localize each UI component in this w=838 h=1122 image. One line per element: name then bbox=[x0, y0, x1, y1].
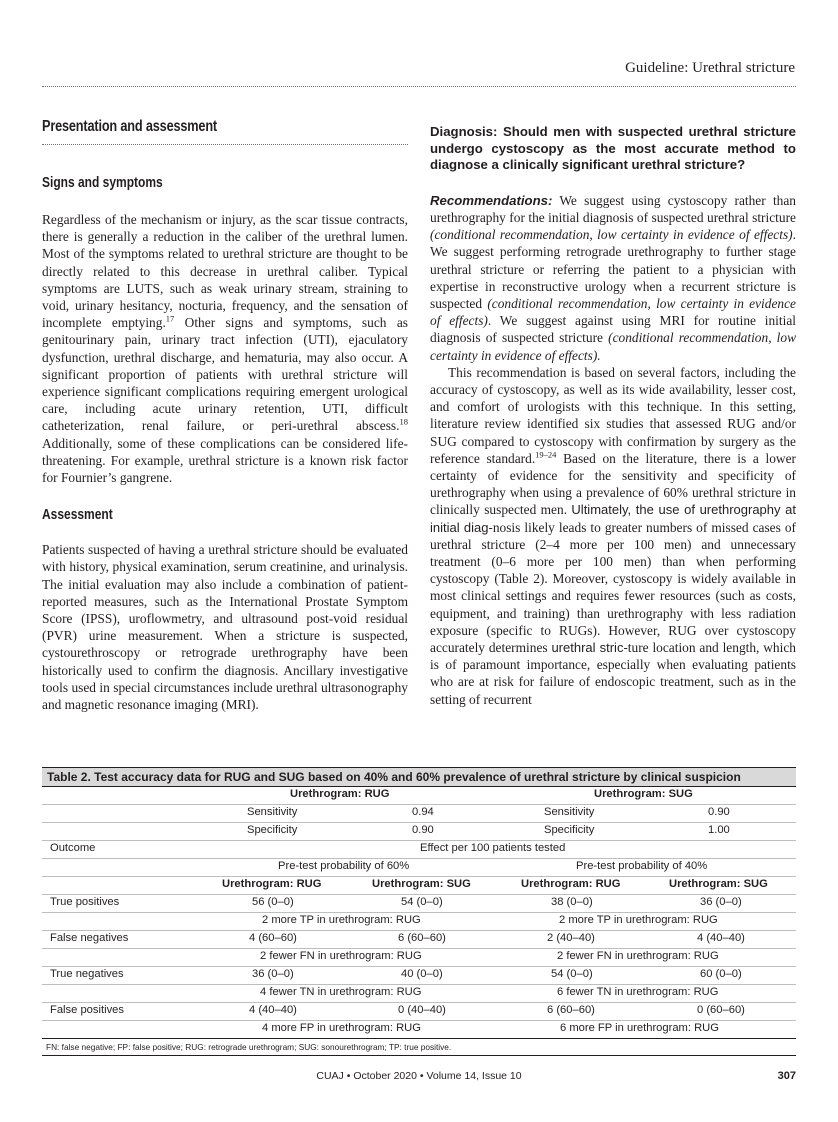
signs-text-2: Other signs and symptoms, such as genitourinary pain, urinary tract infection (UTI), ejaculatory dysfunction, urethral discharge, and hematuria, may also occur. A significant proportion of patients with urethral stricture will experience significant complications requiring emergent urological care, including acute urinary retention, UTI, difficult catheterization, renal failure, or peri-urethral abscess. bbox=[42, 315, 408, 434]
cell: 4 (60–60) bbox=[249, 932, 297, 944]
rec-grade-3: (conditional recommendation, low certainty in evidence of effects). bbox=[430, 330, 796, 363]
diagnosis-question-title: Diagnosis: Should men with suspected urethral stricture undergo cystoscopy as the most accurate method to diagnose a clinically significant urethral stricture? bbox=[430, 124, 796, 173]
cell: 0 (40–40) bbox=[398, 1004, 446, 1016]
pretest-row bbox=[42, 859, 796, 877]
cell: 56 (0–0) bbox=[252, 896, 294, 908]
cell-note: 2 fewer FN in urethrogram: RUG bbox=[260, 950, 422, 962]
header-divider bbox=[42, 86, 796, 87]
row-label: True positives bbox=[50, 896, 120, 908]
cell: 36 (0–0) bbox=[700, 896, 742, 908]
assessment-paragraph: Patients suspected of having a urethral stricture should be evaluated with history, physical examination, serum creatinine, and urinalysis. The initial evaluation may also include a combination of patient-reported measures, such as the International Prostate Symptom Score (IPSS), uroflowmetry, and ultrasound post-void residual (PVR) urine measurement. When a stricture is suspected, cystourethroscopy or retrograde urethrography have been historically used to confirm the diagnosis. Ancillary investigative tools used in special circumstances include urethral ultrasonography and magnetic resonance imaging (MRI). bbox=[42, 542, 408, 713]
page-number: 307 bbox=[777, 1070, 796, 1082]
recommendations-label: Recommendations: bbox=[430, 192, 553, 208]
row-label: False positives bbox=[50, 1004, 124, 1016]
table-row-note bbox=[42, 985, 796, 1003]
table-row bbox=[42, 1003, 796, 1021]
subsection-title-assessment: Assessment bbox=[42, 506, 113, 524]
rec-text-1: We suggest using cystoscopy rather than urethrography for the initial diagnosis of suspected urethral stricture bbox=[430, 192, 796, 225]
cell: 2 (40–40) bbox=[547, 932, 595, 944]
cell: 4 (40–40) bbox=[249, 1004, 297, 1016]
cell: 4 (40–40) bbox=[697, 932, 745, 944]
rationale-text-2: Based on the literature, there is a lower certainty of evidence for the sensitivity and specificity of urethrography when using a prevalence of 60% urethral stricture in clinically suspected men. bbox=[430, 450, 796, 518]
rationale-text-4: nosis likely leads to greater numbers of missed cases of urethral stricture (2–4 more per 100 men) and unnecessary treatment (0–6 more per 100 men) than when performing cystoscopy (Table 2). Moreover, cystoscopy is widely available in most clinical settings and requires fewer resources (such as costs, equipment, and training) than urethrography with less radiation exposure (specific to RUGs). However, RUG over cystoscopy accurately determines bbox=[430, 519, 796, 656]
rug-specificity: 0.90 bbox=[412, 824, 434, 836]
rec-text-3: . We suggest against using MRI for routine initial diagnosis of suspected stricture bbox=[430, 313, 796, 346]
citation-17: 17 bbox=[165, 313, 175, 324]
rec-text-2: . We suggest performing retrograde urethrography to further stage urethral stricture or referring the patient to a physician with expertise in reconstructive urology when a recurrent stricture is suspected bbox=[430, 227, 796, 311]
cell-note: 6 fewer TN in urethrogram: RUG bbox=[557, 986, 719, 998]
rec-grade-2: (conditional recommendation, low certainty in evidence of effects) bbox=[430, 296, 796, 329]
specificity-label-rug: Specificity bbox=[247, 824, 298, 836]
cell: 6 (60–60) bbox=[547, 1004, 595, 1016]
row-label: True negatives bbox=[50, 968, 124, 980]
column-header-row bbox=[42, 877, 796, 895]
cell: 54 (0–0) bbox=[551, 968, 593, 980]
citation-19-24: 19–24 bbox=[535, 449, 557, 460]
cell-note: 4 more FP in urethrogram: RUG bbox=[262, 1022, 421, 1034]
cell: 40 (0–0) bbox=[401, 968, 443, 980]
cell-note: 2 more TP in urethrogram: RUG bbox=[262, 914, 421, 926]
table-row-note bbox=[42, 913, 796, 931]
table-title: Table 2. Test accuracy data for RUG and SUG based on 40% and 60% prevalence of urethral stricture by clinical suspicion bbox=[42, 767, 796, 787]
cell: 0 (60–60) bbox=[697, 1004, 745, 1016]
rationale-text-1: This recommendation is based on several factors, including the accuracy of cystoscopy, as well as its wide availability, lesser cost, and comfort of urologists with this technique. In this setting, literature review identified six studies that assessed RUG and/or SUG compared to cystoscopy with confirmation by surgery as the reference standard. bbox=[430, 364, 796, 466]
citation-18: 18 bbox=[399, 416, 408, 427]
specificity-row bbox=[42, 823, 796, 841]
rec-grade-1: (conditional recommendation, low certainty in evidence of effects) bbox=[430, 227, 793, 243]
journal-citation: CUAJ • October 2020 • Volume 14, Issue 10 bbox=[316, 1070, 522, 1082]
table-row bbox=[42, 967, 796, 985]
cell: 36 (0–0) bbox=[252, 968, 294, 980]
table-footnote: FN: false negative; FP: false positive; RUG: retrograde urethrogram; SUG: sonourethrogram; TP: true positive. bbox=[42, 1038, 796, 1056]
cell-note: 2 more TP in urethrogram: RUG bbox=[559, 914, 718, 926]
rationale-text-3: Ultimately, the use of urethrography at initial diag- bbox=[430, 502, 796, 535]
table-2 bbox=[42, 767, 796, 1056]
outcome-row bbox=[42, 841, 796, 859]
header-rug: Urethrogram: RUG bbox=[290, 788, 390, 800]
left-column bbox=[42, 118, 408, 713]
outcome-label: Outcome bbox=[50, 842, 96, 854]
subsection-title-signs: Signs and symptoms bbox=[42, 174, 163, 191]
table-row bbox=[42, 931, 796, 949]
table-row-note bbox=[42, 949, 796, 967]
effect-label: Effect per 100 patients tested bbox=[420, 842, 566, 854]
col-rug-40: Urethrogram: RUG bbox=[521, 878, 621, 890]
cell: 6 (60–60) bbox=[398, 932, 446, 944]
col-sug-40: Urethrogram: SUG bbox=[669, 878, 768, 890]
rug-sensitivity: 0.94 bbox=[412, 806, 434, 818]
signs-text-1: Regardless of the mechanism or injury, as the scar tissue contracts, there is generally a reduction in the caliber of the urethral lumen. Most of the symptoms related to urethral stricture are thought to be directly related to this decrease in urethral caliber. Typical symptoms are LUTS, such as weak urinary stream, straining to void, urinary hesitancy, nocturia, frequency, and the sensation of incomplete emptying. bbox=[42, 212, 408, 331]
right-column bbox=[430, 124, 796, 708]
cell-note: 6 more FP in urethrogram: RUG bbox=[560, 1022, 719, 1034]
rationale-text-6: ture location and length, which is of paramount importance, especially when evaluating patients who are at risk for failure of endoscopic treatment, such as in the setting of recurrent bbox=[430, 640, 796, 707]
table-row bbox=[42, 895, 796, 913]
cell: 38 (0–0) bbox=[551, 896, 593, 908]
signs-paragraph bbox=[42, 211, 408, 486]
cell: 54 (0–0) bbox=[401, 896, 443, 908]
cell-note: 2 fewer FN in urethrogram: RUG bbox=[557, 950, 719, 962]
header-sug: Urethrogram: SUG bbox=[594, 788, 693, 800]
col-sug-60: Urethrogram: SUG bbox=[372, 878, 471, 890]
section-divider bbox=[42, 144, 408, 145]
recommendations-paragraph bbox=[430, 192, 796, 364]
sensitivity-label-sug: Sensitivity bbox=[544, 806, 595, 818]
table-header-row bbox=[42, 787, 796, 805]
specificity-label-sug: Specificity bbox=[544, 824, 595, 836]
rationale-paragraph bbox=[430, 364, 796, 708]
table-row-note bbox=[42, 1021, 796, 1038]
running-head: Guideline: Urethral stricture bbox=[625, 60, 795, 76]
rationale-text-5: urethral stric- bbox=[551, 640, 628, 656]
pretest-60: Pre-test probability of 60% bbox=[278, 860, 410, 872]
col-rug-60: Urethrogram: RUG bbox=[222, 878, 322, 890]
sug-sensitivity: 0.90 bbox=[708, 806, 730, 818]
row-label: False negatives bbox=[50, 932, 129, 944]
sensitivity-label-rug: Sensitivity bbox=[247, 806, 298, 818]
signs-text-3: Additionally, some of these complications can be considered life-threatening. For example, urethral stricture is a known risk factor for Fournier’s gangrene. bbox=[42, 435, 408, 486]
cell-note: 4 fewer TN in urethrogram: RUG bbox=[260, 986, 422, 998]
cell: 60 (0–0) bbox=[700, 968, 742, 980]
pretest-40: Pre-test probability of 40% bbox=[576, 860, 708, 872]
sug-specificity: 1.00 bbox=[708, 824, 730, 836]
sensitivity-row bbox=[42, 805, 796, 823]
section-title: Presentation and assessment bbox=[42, 118, 218, 135]
